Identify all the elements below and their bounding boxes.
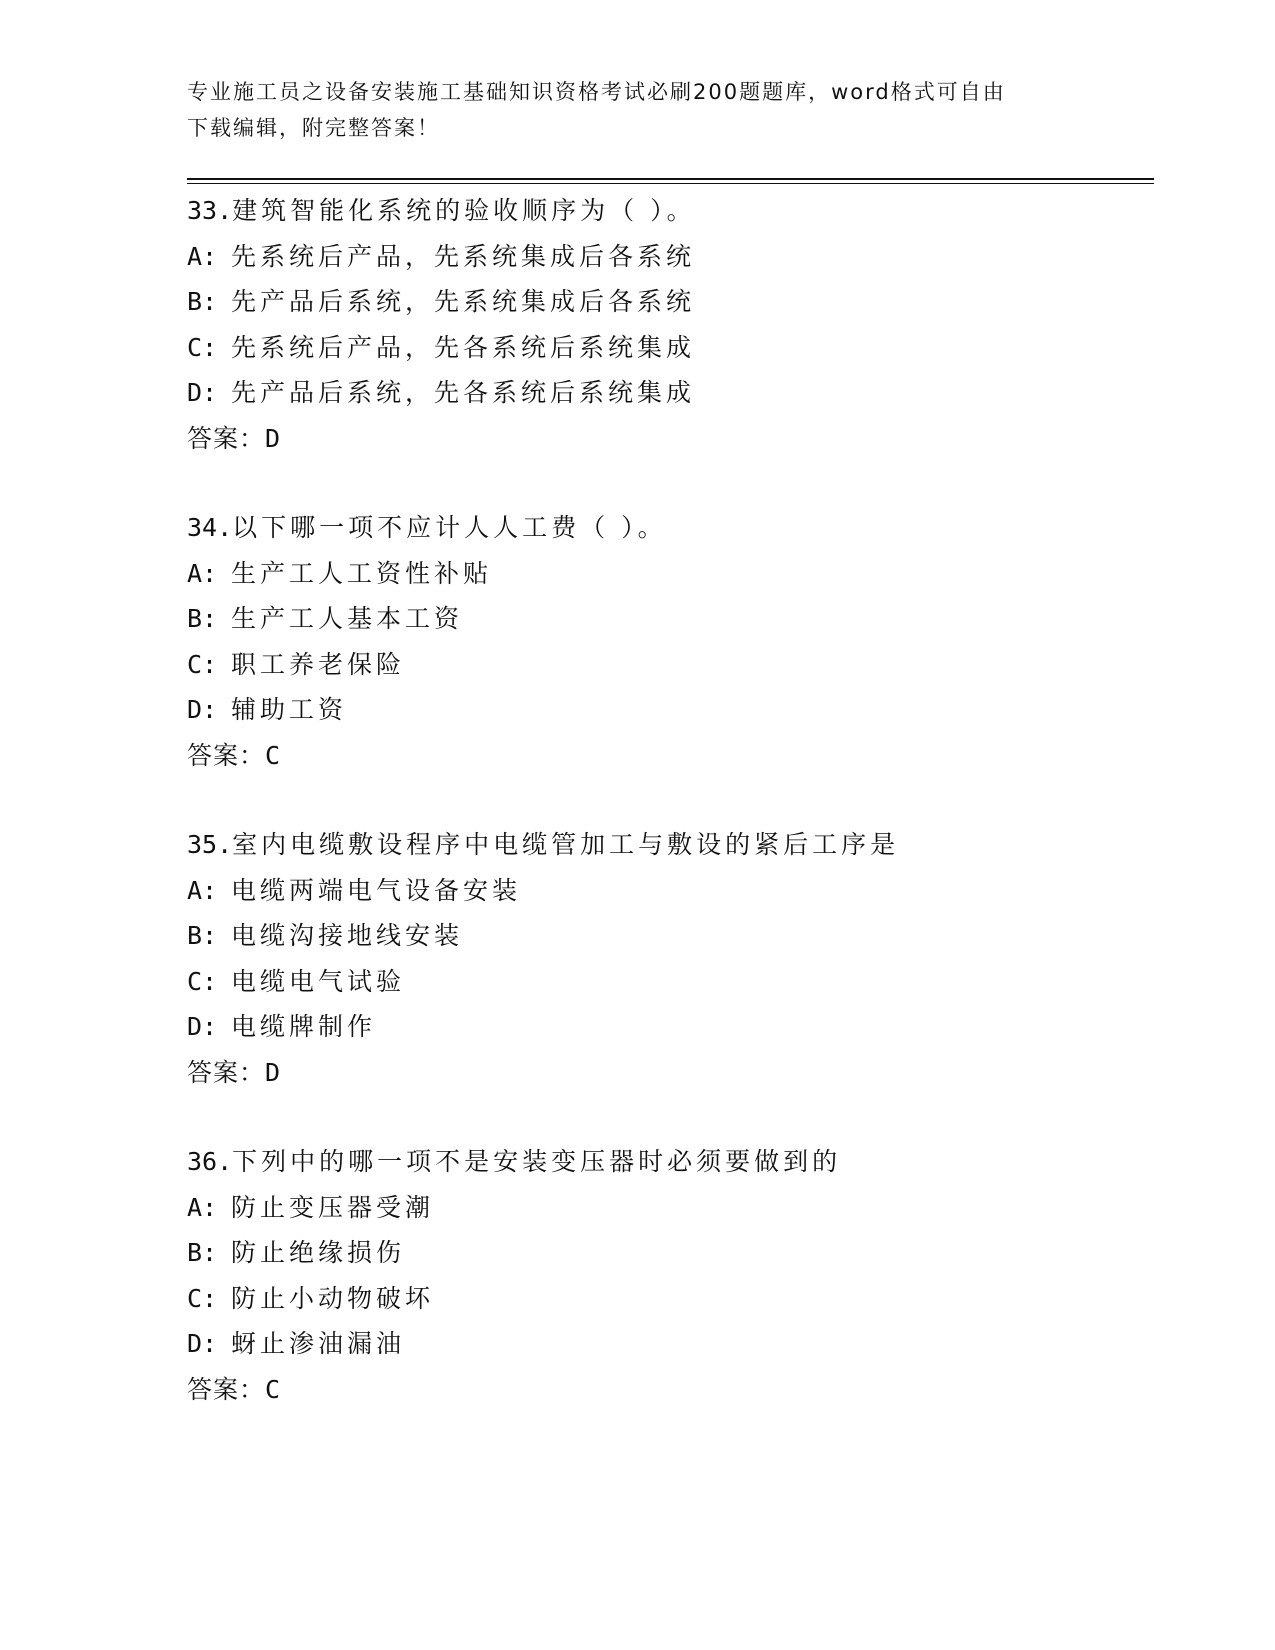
option-text: 先系统后产品，先各系统后系统集成 (231, 332, 696, 362)
option-label: C: (187, 332, 218, 362)
option-text: 先产品后系统，先系统集成后各系统 (231, 287, 696, 316)
option-text: 辅助工资 (231, 695, 348, 724)
question-text: 室内电缆敷设程序中电缆管加工与敷设的紧后工序是 (232, 830, 900, 859)
question-number: 34. (187, 513, 233, 542)
option-text: 防止变压器受潮 (231, 1192, 435, 1222)
option-text: 蚜止渗油漏油 (231, 1329, 406, 1358)
question-35 (187, 822, 1147, 1095)
option-d (187, 1004, 1147, 1050)
answer-line (187, 416, 1147, 462)
option-a (187, 234, 1147, 280)
answer-label: 答案： (187, 1057, 266, 1087)
option-c (187, 1276, 1147, 1322)
answer-value: C (265, 740, 282, 770)
option-text: 职工养老保险 (231, 649, 406, 679)
option-a (187, 551, 1147, 597)
option-label: B: (187, 287, 218, 316)
question-number: 35. (187, 830, 233, 859)
option-label: B: (187, 604, 218, 633)
option-d (187, 1321, 1147, 1367)
answer-label: 答案： (187, 740, 266, 770)
option-b (187, 913, 1147, 959)
question-number: 33. (187, 196, 233, 225)
question-text: 下列中的哪一项不是安装变压器时必须要做到的 (232, 1147, 842, 1176)
option-b (187, 1230, 1147, 1276)
answer-label: 答案： (187, 1374, 266, 1404)
option-text: 生产工人基本工资 (231, 604, 464, 633)
option-c (187, 959, 1147, 1005)
option-label: C: (187, 966, 218, 996)
answer-value: D (265, 423, 282, 453)
question-33 (187, 188, 1147, 461)
option-label: B: (187, 921, 218, 950)
question-34 (187, 505, 1147, 778)
option-a (187, 1185, 1147, 1231)
option-label: D: (187, 695, 218, 724)
option-a (187, 868, 1147, 914)
question-stem (187, 822, 1147, 868)
option-label: D: (187, 378, 218, 407)
option-label: B: (187, 1238, 218, 1267)
option-label: C: (187, 1283, 218, 1313)
option-text: 电缆电气试验 (231, 966, 406, 996)
question-text: 建筑智能化系统的验收顺序为（ ）。 (232, 196, 696, 225)
answer-line (187, 733, 1147, 779)
option-label: A: (187, 558, 218, 588)
answer-value: D (265, 1057, 282, 1087)
option-text: 电缆沟接地线安装 (231, 921, 464, 950)
option-d (187, 687, 1147, 733)
option-text: 先系统后产品，先系统集成后各系统 (231, 241, 696, 271)
header-line-2: 下载编辑，附完整答案！ (187, 116, 440, 140)
option-b (187, 279, 1147, 325)
header-line-1: 专业施工员之设备安装施工基础知识资格考试必刷200题题库，word格式可自由 (187, 80, 1006, 104)
option-label: A: (187, 875, 218, 905)
option-label: D: (187, 1329, 218, 1358)
option-label: A: (187, 241, 218, 271)
question-list (187, 188, 1147, 1456)
option-text: 电缆两端电气设备安装 (231, 875, 522, 905)
question-36 (187, 1139, 1147, 1412)
question-number: 36. (187, 1147, 233, 1176)
option-b (187, 596, 1147, 642)
option-text: 先产品后系统，先各系统后系统集成 (231, 378, 696, 407)
option-label: C: (187, 649, 218, 679)
answer-line (187, 1367, 1147, 1413)
answer-value: C (265, 1374, 282, 1404)
option-c (187, 642, 1147, 688)
header-divider-thin (187, 183, 1154, 184)
option-text: 防止小动物破坏 (231, 1283, 435, 1313)
option-c (187, 325, 1147, 371)
answer-label: 答案： (187, 423, 266, 453)
question-text: 以下哪一项不应计人人工费（ ）。 (232, 513, 667, 542)
header-divider-thick (187, 178, 1154, 180)
option-label: D: (187, 1012, 218, 1041)
document-header (187, 74, 1067, 146)
question-stem (187, 1139, 1147, 1185)
option-text: 生产工人工资性补贴 (231, 558, 493, 588)
option-text: 电缆牌制作 (231, 1012, 377, 1041)
question-stem (187, 188, 1147, 234)
question-stem (187, 505, 1147, 551)
option-text: 防止绝缘损伤 (231, 1238, 406, 1267)
option-d (187, 370, 1147, 416)
option-label: A: (187, 1192, 218, 1222)
answer-line (187, 1050, 1147, 1096)
